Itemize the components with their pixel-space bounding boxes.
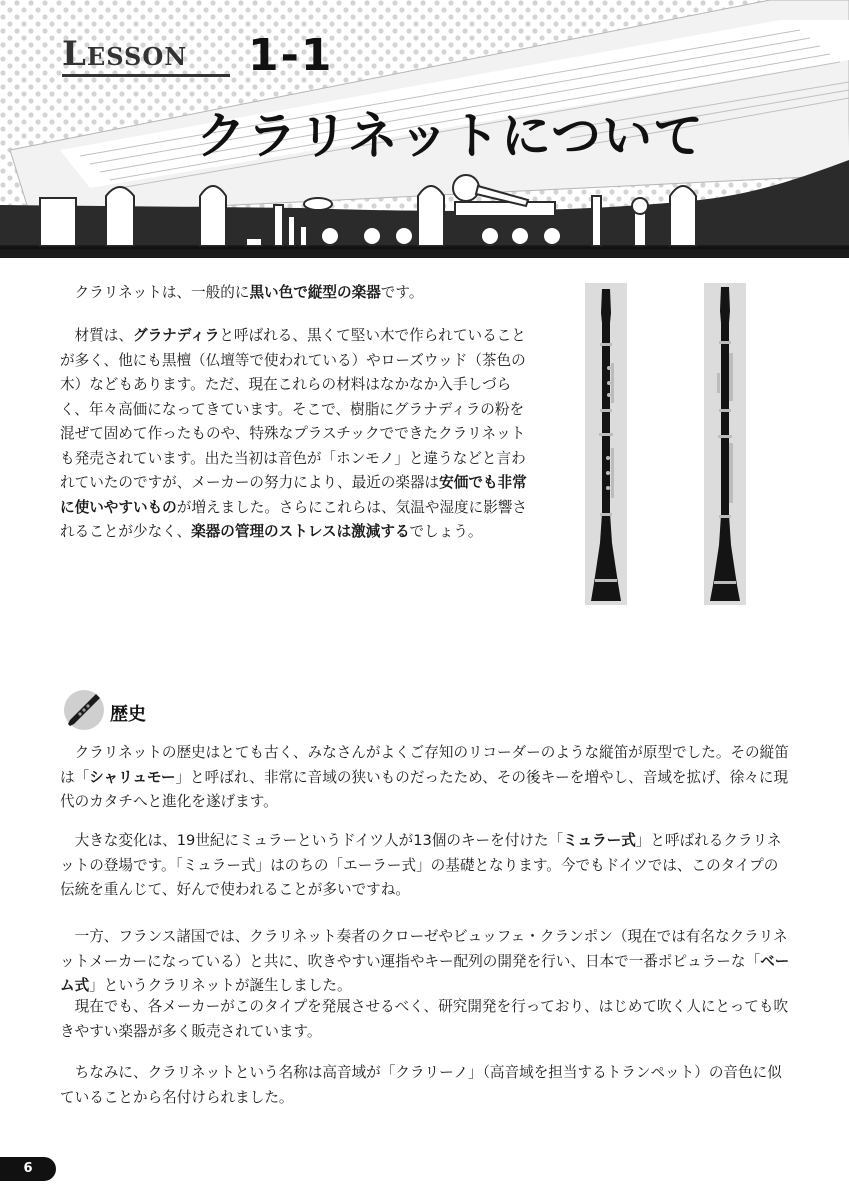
- body-text: 」と呼ばれ、非常に音域の狭いものだったため、その後キーを増やし、音域を拡げ、徐々に現代のカタチへと進化を遂げます。: [60, 768, 789, 810]
- lesson-number: 1-1: [248, 30, 334, 81]
- body-text: クラリネットは、一般的に: [74, 284, 250, 301]
- emphasis-text: シャリュモー: [89, 768, 176, 786]
- body-text: 現在でも、各メーカーがこのタイプを発展させるべく、研究開発を行っており、はじめて吹く人にとっても吹きやすい楽器が多く販売されています。: [60, 998, 789, 1040]
- lesson-label: Lesson: [62, 34, 188, 74]
- history-paragraph-1: [60, 741, 792, 815]
- body-text: です。: [380, 284, 424, 301]
- emphasis-text: ベーム式: [60, 952, 790, 994]
- lesson-underline: [62, 74, 230, 77]
- emphasis-text: 楽器の管理のストレスは激減する: [191, 523, 410, 540]
- body-text: クラリネットの歴史はとても古く、みなさんがよくご存知のリコーダーのような縦笛が原型でした。その縦笛は「: [60, 744, 789, 786]
- intro-paragraph-2: [60, 324, 530, 545]
- history-paragraph-3: [60, 925, 792, 999]
- page-title: クラリネットについて: [196, 107, 704, 165]
- history-paragraph-5: [60, 1061, 792, 1110]
- emphasis-text: 安価でも非常に使いやすいもの: [60, 474, 527, 516]
- page-number: 6: [0, 1157, 56, 1181]
- clarinet-icon: [62, 688, 106, 732]
- body-text: 」というクラリネットが誕生しました。: [89, 977, 352, 994]
- history-paragraph-4: [60, 995, 792, 1044]
- body-text: 一方、フランス諸国では、クラリネット奏者のクローゼやビュッフェ・クランポン（現在では有名なクラリネットメーカーになっている）と共に、吹きやすい運指やキー配列の開発を行い、日本で一番ポピュラーな「: [60, 928, 788, 970]
- history-title: 歴史: [110, 704, 146, 725]
- body-text: 材質は、: [74, 327, 133, 344]
- history-heading: [62, 688, 146, 732]
- body-text: が増えました。さらにこれらは、気温や湿度に影響されることが少なく、: [60, 498, 528, 540]
- history-paragraph-2: [60, 829, 792, 903]
- body-text: でしょう。: [409, 523, 483, 540]
- clarinet-photo-side: [704, 283, 746, 605]
- emphasis-text: ミュラー式: [563, 832, 636, 849]
- emphasis-text: 黒い色で縦型の楽器: [249, 284, 381, 301]
- intro-paragraph-1: [60, 281, 530, 306]
- lesson-header: [0, 0, 849, 258]
- body-text: ちなみに、クラリネットという名称は高音域が「クラリーノ」（高音域を担当するトランペット）の音色に似ていることから名付けられました。: [60, 1064, 782, 1106]
- body-text: 大きな変化は、19世紀にミュラーというドイツ人が13個のキーを付けた「: [74, 832, 564, 849]
- clarinet-photo-front: [585, 283, 627, 605]
- body-text: と呼ばれる、黒くて堅い木で作られていることが多く、他にも黒檀（仏壇等で使われている）やローズウッド（茶色の木）などもあります。ただ、現在これらの材料はなかなか入手しづらく、年々高価になってきています。そこで、樹脂にグラナディラの粉を混ぜて固めて作ったものや、特殊なプラスチックでできたクラリネットも発売されています。出た当初は音色が「ホンモノ」と違うなどと言われていたのですが、メーカーの努力により、最近の楽器は: [60, 327, 526, 491]
- body-text: 」と呼ばれるクラリネットの登場です。「ミュラー式」はのちの「エーラー式」の基礎となります。今でもドイツでは、このタイプの伝統を重んじて、好んで使われることが多いですね。: [60, 832, 782, 898]
- emphasis-text: グラナディラ: [132, 327, 220, 344]
